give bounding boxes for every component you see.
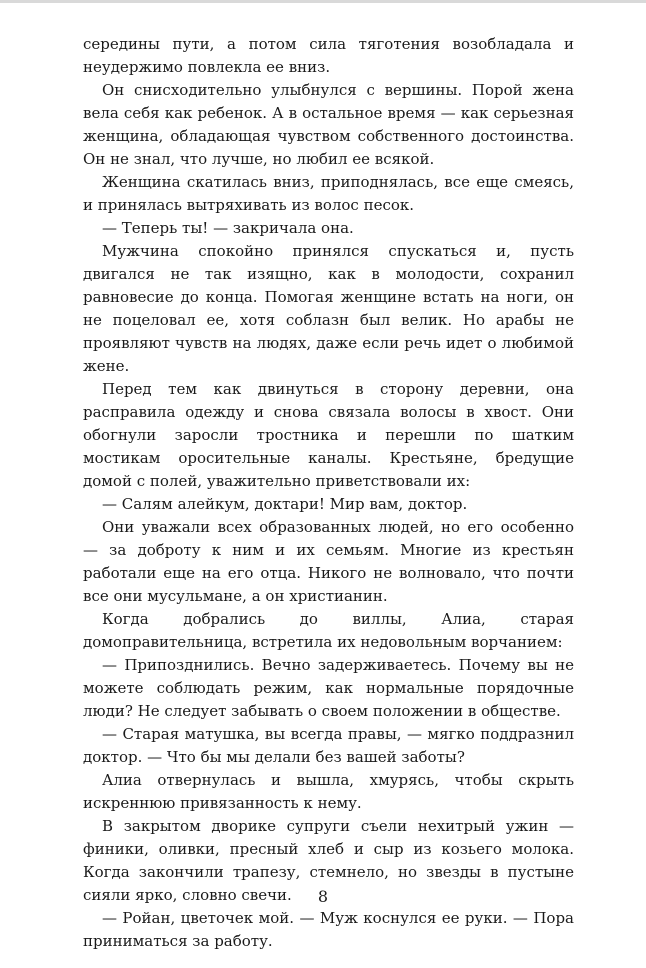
- paragraph-12: Алиа отвернулась и вышла, хмурясь, чтобы скрыть искреннюю привязанность к нему.: [83, 771, 574, 812]
- paragraph-14: — Ройан, цветочек мой. — Муж коснулся ее руки. — Пора приниматься за работу.: [83, 909, 574, 950]
- paragraph-7: — Салям алейкум, доктари! Мир вам, доктор.: [102, 495, 468, 513]
- paragraph-8: Они уважали всех образованных людей, но его особенно — за доброту к ним и их семьям. Многие из крестьян работали еще на его отца. Никого не волновало, что почти все они мусульмане, а он христианин.: [83, 518, 574, 605]
- paragraph-3: Женщина скатилась вниз, приподнялась, все еще смеясь, и принялась вытряхивать из волос песок.: [83, 173, 574, 214]
- page-top-edge: [0, 0, 646, 3]
- paragraph-11: — Старая матушка, вы всегда правы, — мягко поддразнил доктор. — Что бы мы делали без вашей заботы?: [83, 725, 574, 766]
- paragraph-9: Когда добрались до виллы, Алиа, старая домоправительница, встретила их недовольным ворчанием:: [83, 610, 574, 651]
- paragraph-2: Он снисходительно улыбнулся с вершины. Порой жена вела себя как ребенок. А в остальное время — как серьезная женщина, обладающая чувством собственного достоинства. Он не знал, что лучше, но любил ее всякой.: [83, 81, 574, 168]
- paragraph-10: — Припозднились. Вечно задерживаетесь. Почему вы не можете соблюдать режим, как нормальные порядочные люди? Не следует забывать о своем положении в обществе.: [83, 656, 574, 720]
- paragraph-13: В закрытом дворике супруги съели нехитрый ужин — финики, оливки, пресный хлеб и сыр из козьего молока. Когда закончили трапезу, стемнело, но звезды в пустыне сияли ярко, словно свечи.: [83, 817, 574, 904]
- page-number: 8: [317, 887, 329, 906]
- page-body-text: [83, 33, 574, 953]
- paragraph-1: середины пути, а потом сила тяготения возобладала и неудержимо повлекла ее вниз.: [83, 35, 574, 76]
- paragraph-4: — Теперь ты! — закричала она.: [102, 219, 354, 237]
- paragraph-6: Перед тем как двинуться в сторону деревни, она расправила одежду и снова связала волосы в хвост. Они обогнули заросли тростника и перешли по шатким мостикам оросительные каналы. Крестьяне, бредущие домой с полей, уважительно приветствовали их:: [83, 380, 574, 490]
- paragraph-5: Мужчина спокойно принялся спускаться и, пусть двигался не так изящно, как в молодости, сохранил равновесие до конца. Помогая женщине встать на ноги, он не поцеловал ее, хотя соблазн был велик. Но арабы не проявляют чувств на людях, даже если речь идет о любимой жене.: [83, 242, 574, 375]
